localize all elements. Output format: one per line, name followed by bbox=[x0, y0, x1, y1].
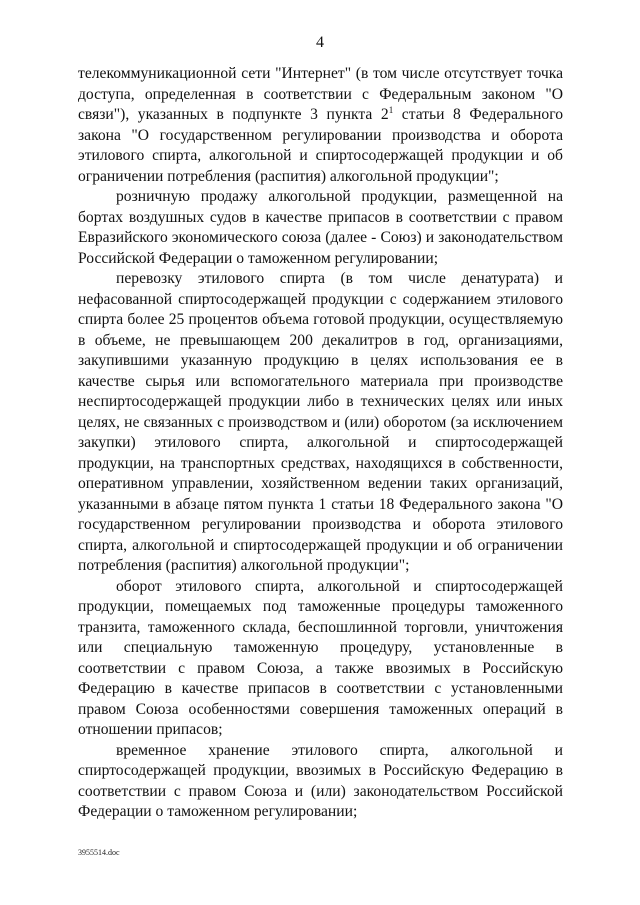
paragraph: розничную продажу алкогольной продукции, размещенной на бортах воздушных судов в качестве припасов в соответствии с правом Евразийского экономического союза (далее - Союз) и законодательством Российской Федерации о таможенном регулировании; bbox=[78, 188, 563, 267]
footer-filename: 3955514.doc bbox=[78, 848, 120, 857]
paragraph-text: телекоммуникационной сети "Интернет" (в том числе отсутствует точка доступа, определенная в соответствии с Федеральным законом "О связи"), указанных в подпункте 3 пункта 2 bbox=[78, 65, 563, 123]
paragraph-text: статьи 8 Федерального закона "О государственном регулировании производства и оборота этилового спирта, алкогольной и спиртосодержащей продукции и об ограничении потребления (распития) алкогольной продукции"; bbox=[78, 106, 564, 185]
page-number: 4 bbox=[316, 34, 324, 51]
document-body bbox=[78, 64, 563, 823]
paragraph: перевозку этилового спирта (в том числе денатурата) и нефасованной спиртосодержащей продукции с содержанием этилового спирта более 25 процентов объема готовой продукции, осуществляемую в объеме, не превышающем 200 декалитров в год, организациями, закупившими указанную продукцию в целях использования ее в качестве сырья или вспомогательного материала при производстве неспиртосодержащей продукции либо в технических целях или иных целях, не связанных с производством и (или) оборотом (за исключением закупки) этилового спирта, алкогольной и спиртосодержащей продукции, на транспортных средствах, находящихся в собственности, оперативном управлении, хозяйственном ведении таких организаций, указанными в абзаце пятом пункта 1 статьи 18 Федерального закона "О государственном регулировании производства и оборота этилового спирта, алкогольной и спиртосодержащей продукции и об ограничении потребления (распития) алкогольной продукции"; bbox=[78, 270, 563, 574]
paragraph: временное хранение этилового спирта, алкогольной и спиртосодержащей продукции, ввозимых в Российскую Федерацию в соответствии с правом Союза и (или) законодательством Российской Федерации о таможенном регулировании; bbox=[78, 741, 563, 820]
paragraph bbox=[78, 64, 563, 187]
superscript: 1 bbox=[388, 104, 394, 115]
paragraph: оборот этилового спирта, алкогольной и спиртосодержащей продукции, помещаемых под таможенные процедуры таможенного транзита, таможенного склада, беспошлинной торговли, уничтожения или специальную таможенную процедуру, установленные в соответствии с правом Союза, а также ввозимых в Российскую Федерацию в качестве припасов в соответствии с установленными правом Союза особенностями совершения таможенных операций в отношении припасов; bbox=[78, 577, 563, 738]
